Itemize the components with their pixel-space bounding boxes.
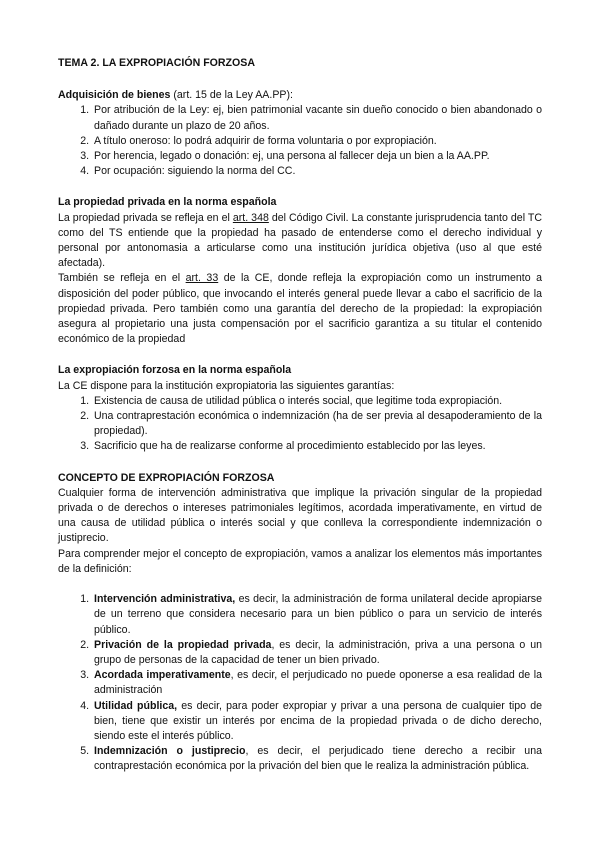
propiedad-heading: La propiedad privada en la norma española [58, 196, 277, 209]
list-item [92, 638, 542, 668]
list-item [92, 744, 542, 774]
section-adquisicion [58, 88, 542, 179]
list-item: 1. Existencia de causa de utilidad pública o interés social, que legitime toda expropiación. [92, 394, 542, 409]
item-term: Utilidad pública, [94, 699, 178, 712]
list-item: 3. Sacrificio que ha de realizarse conforme al procedimiento establecido por las leyes. [92, 439, 542, 454]
item-text: es decir, la administración de forma unilateral decide apropiarse de un terreno que considera necesario para un bien público o para un servicio de interés público. [94, 593, 542, 636]
concepto-paragraph-2: Para comprender mejor el concepto de expropiación, vamos a analizar los elementos más importantes de la definición: [58, 547, 542, 575]
list-item: 3. Por herencia, legado o donación: ej, una persona al fallecer deja un bien a la AA.PP. [92, 149, 542, 164]
item-text: , es decir, la administración, priva a una persona o un grupo de personas de la capacidad de tener un bien privado. [94, 638, 542, 666]
elementos-list [58, 592, 542, 774]
item-text: , es decir, el perjudicado tiene derecho a recibir una contraprestación económica por la privación del bien que le realiza la administración pública. [94, 745, 542, 773]
item-term: Indemnización o justiprecio [94, 745, 246, 758]
document-title: TEMA 2. LA EXPROPIACIÓN FORZOSA [58, 57, 255, 69]
expropiacion-intro: La CE dispone para la institución expropiatoria las siguientes garantías: [58, 379, 395, 392]
text-run: de la CE, donde refleja la expropiación como un instrumento a disposición del poder público, que invocando el interés general puede llevar a cabo el sacrificio de la propiedad privada. Pero también como una garantía del derecho de la propiedad: la expropiación asegura al propietario una justa compensación por el sacrificio garantiza a su titular el contenido económico de la propiedad [58, 272, 542, 346]
concepto-paragraph-1: Cualquier forma de intervención administrativa que implique la privación singular de la propiedad privada o de derechos o intereses patrimoniales legítimos, acordada imperativamente, en virtud de una causa de utilidad pública o interés social y que conlleva la correspondiente indemnización o justiprecio. [58, 486, 542, 545]
propiedad-paragraph-2 [58, 271, 542, 347]
text-run: También se refleja en el [58, 272, 186, 285]
item-term: Intervención administrativa, [94, 593, 236, 606]
item-text: , es decir, el perjudicado no puede oponerse a esa realidad de la administración [94, 669, 542, 697]
concepto-heading: CONCEPTO DE EXPROPIACIÓN FORZOSA [58, 471, 275, 484]
list-item: 2. A título oneroso: lo podrá adquirir de forma voluntaria o por expropiación. [92, 134, 542, 149]
item-text: es decir, para poder expropiar y privar a una persona de cualquier tipo de bien, tiene que existir un interés por encima de la propiedad privada o de dicho derecho, siendo este el interés público. [94, 699, 542, 742]
list-item [92, 699, 542, 745]
list-item: 4. Por ocupación: siguiendo la norma del CC. [92, 164, 542, 179]
expropiacion-heading: La expropiación forzosa en la norma española [58, 364, 292, 377]
section-expropiacion [58, 363, 542, 454]
art-348-link[interactable]: art. 348 [232, 211, 269, 224]
list-item [92, 592, 542, 638]
list-item: 2. Una contraprestación económica o indemnización (ha de ser previa al desapoderamiento de la propiedad). [92, 409, 542, 439]
art-33-link[interactable]: art. 33 [185, 272, 219, 285]
adquisicion-list [58, 103, 542, 179]
adquisicion-heading [58, 88, 542, 103]
propiedad-paragraph-1 [58, 211, 542, 272]
adquisicion-heading-rest: (art. 15 de la Ley AA.PP): [170, 89, 293, 102]
spacer [58, 577, 542, 592]
list-item [92, 668, 542, 698]
text-run: La propiedad privada se refleja en el [58, 211, 233, 224]
garantias-list [58, 394, 542, 455]
section-propiedad [58, 195, 542, 347]
item-term: Acordada imperativamente [94, 669, 231, 682]
item-term: Privación de la propiedad privada [94, 638, 272, 651]
text-run: del Código Civil. La constante jurisprudencia tanto del TC como del TS entiende que la propiedad ha pasado de entenderse como el derecho individual y personal por antonomasia a articularse como una institución jurídica objetiva (uso al que esté afectada). [58, 211, 542, 270]
section-concepto [58, 471, 542, 775]
adquisicion-heading-bold: Adquisición de bienes [58, 89, 171, 102]
list-item: 1. Por atribución de la Ley: ej, bien patrimonial vacante sin dueño conocido o bien abandonado o dañado durante un plazo de 20 años. [92, 103, 542, 133]
